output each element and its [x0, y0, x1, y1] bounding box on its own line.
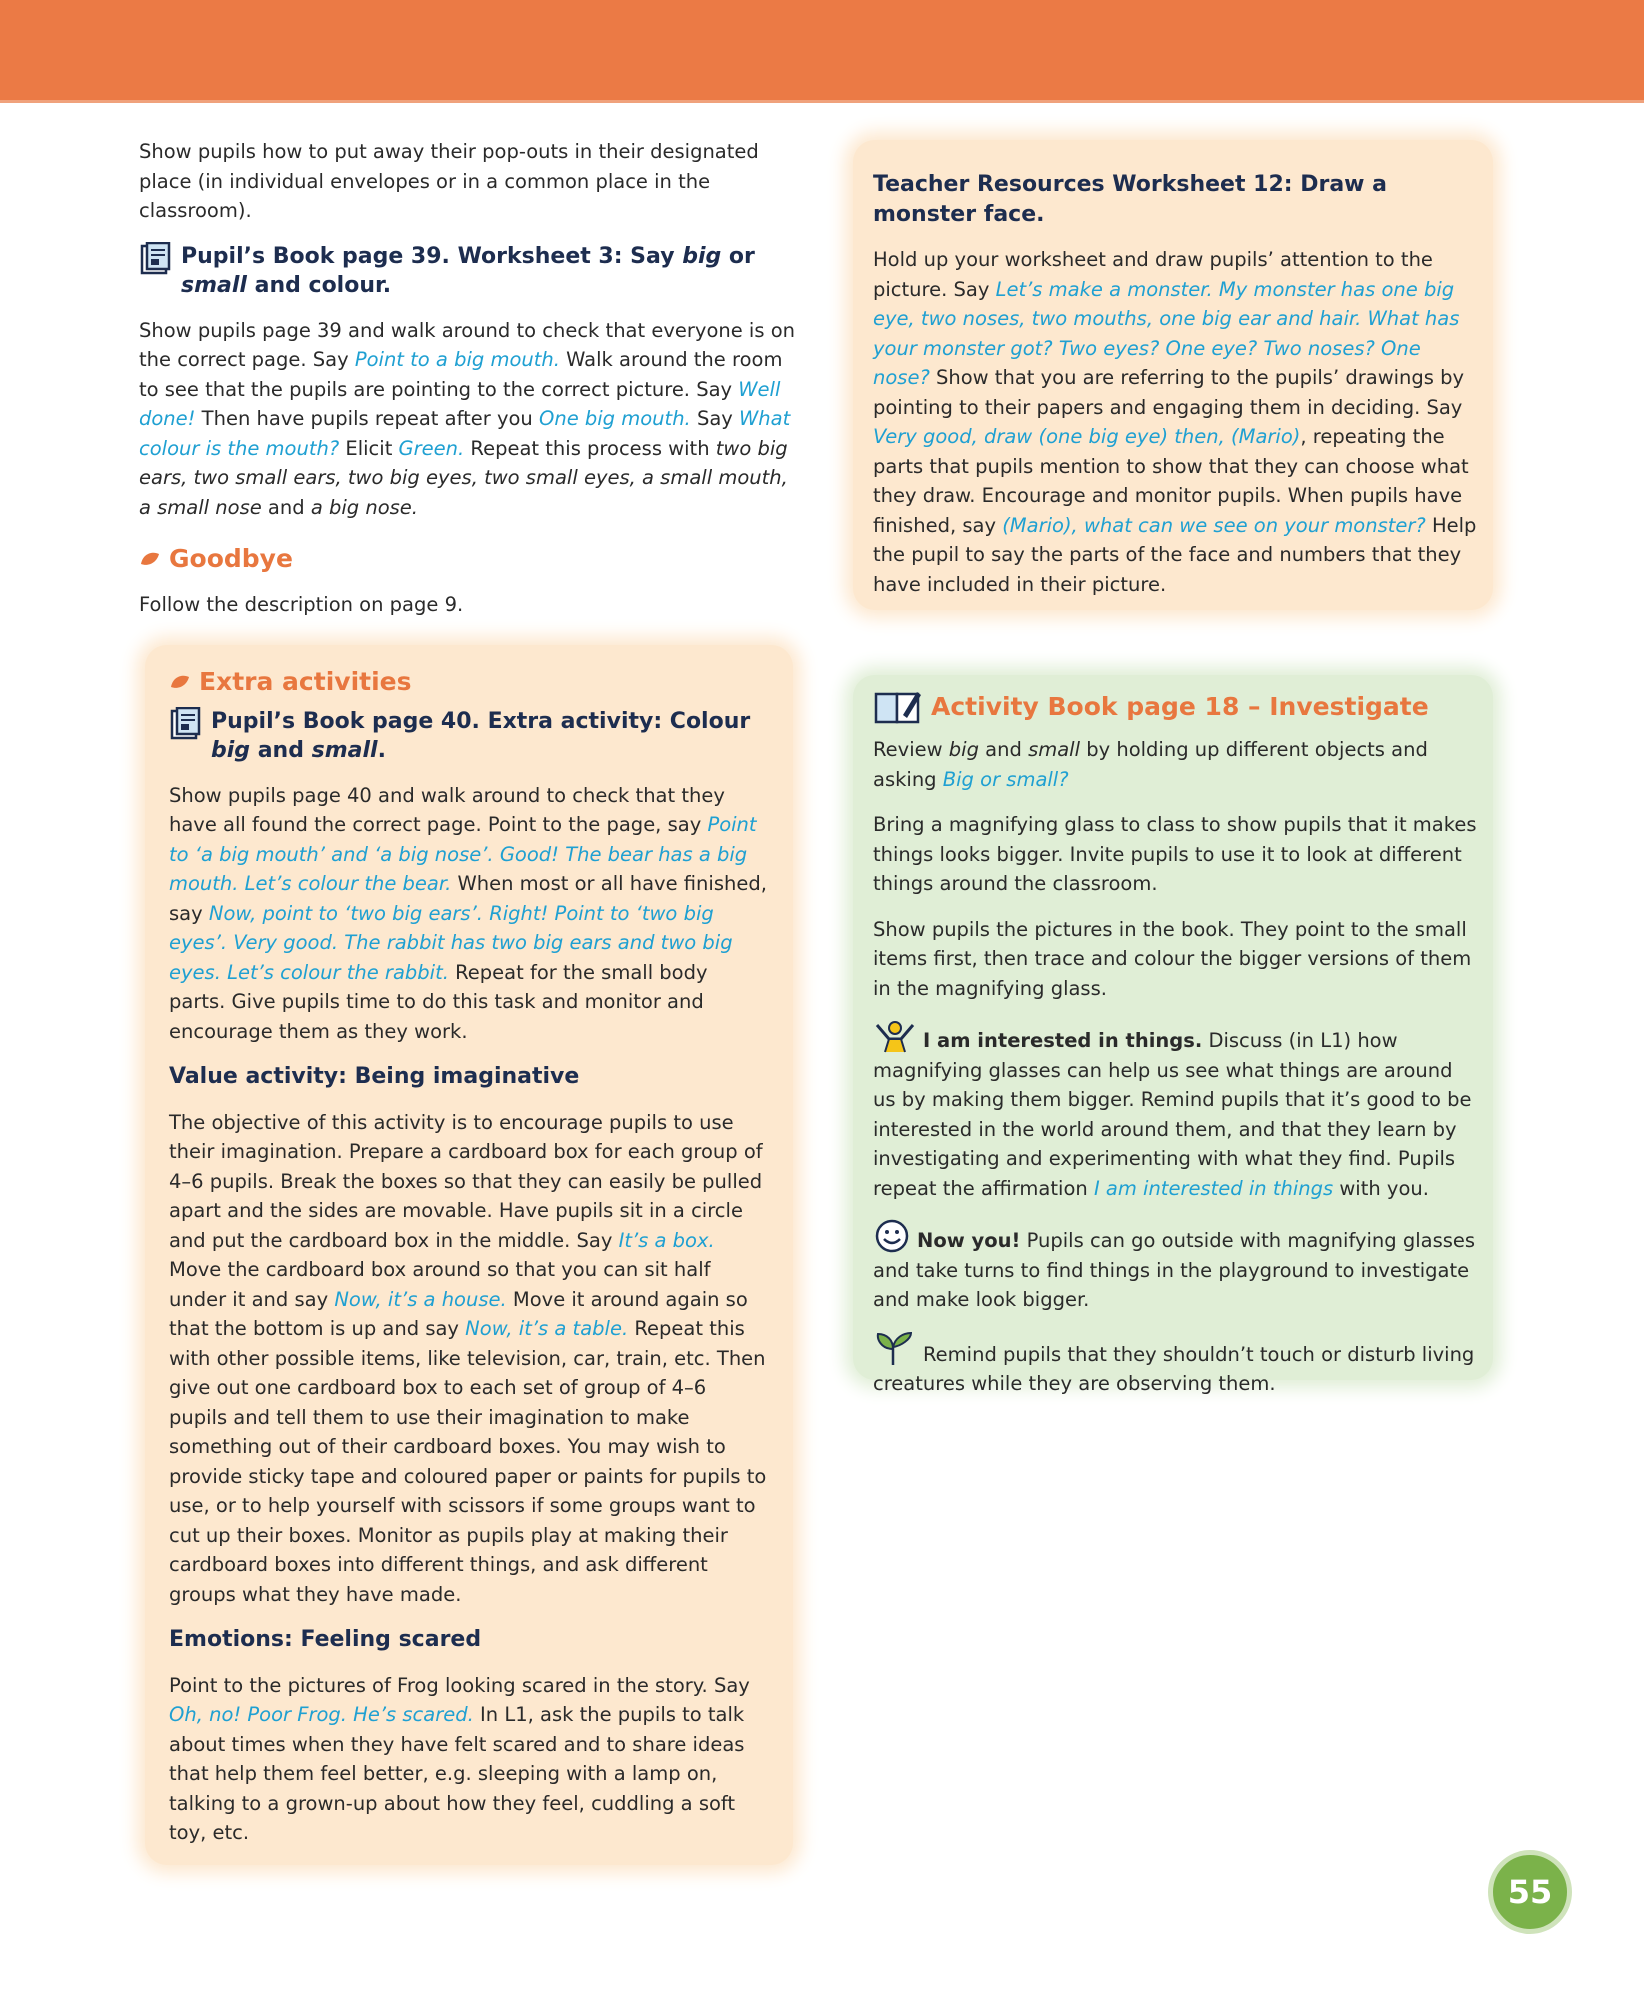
- pupils-book-39-body: Show pupils page 39 and walk around to check that everyone is on the correct page. Say Point to a big mouth. Walk around the room to see that the pupils are pointing to the correct picture. Say Well done! Then have pupils repeat after you One big mouth. Say What colour is the mouth? Elicit Green. Repeat this process with two big ears, two small ears, two big eyes, two small eyes, a small mouth, a small nose and a big nose.: [139, 318, 795, 519]
- teacher-resources-title: Teacher Resources Worksheet 12: Draw a monster face.: [873, 172, 1387, 227]
- plant-icon: [873, 1331, 917, 1367]
- activity-book-heading: Activity Book page 18 – Investigate: [873, 689, 1478, 725]
- book-icon: [139, 242, 173, 276]
- pupils-book-40-heading: [169, 707, 769, 765]
- goodbye-text: Follow the description on page 9.: [139, 592, 464, 616]
- activity-book-p5: Now you! Pupils can go outside with magnifying glasses and take turns to find things in the playground to investigate and make look bigger.: [873, 1219, 1478, 1315]
- extra-activities-box: [145, 645, 793, 1865]
- activity-book-p1: Review big and small by holding up different objects and asking Big or small?: [873, 738, 1428, 791]
- leaf-icon: [169, 673, 191, 691]
- value-activity-title: Value activity: Being imaginative: [169, 1064, 580, 1089]
- value-activity-body: The objective of this activity is to encourage pupils to use their imagination. Prepare a cardboard box for each group of 4–6 pupils. Break the boxes so that they can easily be pulled apart and the sides are movable. Have pupils sit in a circle and put the cardboard box in the middle. Say It’s a box. Move the cardboard box around so that you can sit half under it and say Now, it’s a house. Move it around again so that the bottom is up and say Now, it’s a table. Repeat this with other possible items, like television, car, train, etc. Then give out one cardboard box to each set of group of 4–6 pupils and tell them to use their imagination to make something out of their cardboard boxes. You may wish to provide sticky tape and coloured paper or paints for pupils to use, or to help yourself with scissors if some groups want to cut up their boxes. Monitor as pupils play at making their cardboard boxes into different things, and ask different groups what they have made.: [169, 1110, 767, 1606]
- goodbye-heading: Goodbye: [139, 544, 799, 574]
- pupils-book-40-title: Pupil’s Book page 40. Extra activity: Colour big and small.: [211, 708, 751, 763]
- left-column: [139, 137, 799, 635]
- pupils-book-39-title: Pupil’s Book page 39. Worksheet 3: Say big or small and colour.: [181, 243, 755, 298]
- activity-book-p3: Show pupils the pictures in the book. They point to the small items first, then trace and colour the bigger versions of them in the magnifying glass.: [873, 917, 1472, 1000]
- pupils-book-39-heading: [139, 242, 799, 300]
- page-number: 55: [1488, 1850, 1572, 1934]
- extra-activities-heading: Extra activities: [169, 667, 769, 697]
- pupils-book-40-body: Show pupils page 40 and walk around to check that they have all found the correct page. Point to the page, say Point to ‘a big mouth’ and ‘a big nose’. Good! The bear has a big mouth. Let’s colour the bear. When most or all have finished, say Now, point to ‘two big ears’. Right! Point to ‘two big eyes’. Very good. The rabbit has two big ears and two big eyes. Let’s colour the rabbit. Repeat for the small body parts. Give pupils time to do this task and monitor and encourage them as they work.: [169, 783, 767, 1043]
- teacher-resources-body: Hold up your worksheet and draw pupils’ attention to the picture. Say Let’s make a monster. My monster has one big eye, two noses, two mouths, one big ear and hair. What has your monster got? Two eyes? One eye? Two noses? One nose? Show that you are referring to the pupils’ drawings by pointing to their papers and engaging them in deciding. Say Very good, draw (one big eye) then, (Mario), repeating the parts that pupils mention to show that they can choose what they draw. Encourage and monitor pupils. When pupils have finished, say (Mario), what can we see on your monster? Help the pupil to say the parts of the face and numbers that they have included in their picture.: [873, 248, 1477, 596]
- star-person-icon: [873, 1019, 917, 1053]
- activity-book-p6: Remind pupils that they shouldn’t touch or disturb living creatures while they are observing them.: [873, 1331, 1478, 1399]
- smiley-icon: [873, 1219, 913, 1253]
- header-band: [0, 0, 1644, 103]
- book-icon: [169, 707, 203, 741]
- teacher-resources-box: [853, 140, 1493, 610]
- emotions-title: Emotions: Feeling scared: [169, 1627, 482, 1652]
- activity-book-icon: [873, 689, 923, 725]
- activity-book-p4: I am interested in things. Discuss (in L1) how magnifying glasses can help us see what things are around us by making them bigger. Remind pupils that it’s good to be interested in the world around them, and that they learn by investigating and experimenting with what they find. Pupils repeat the affirmation I am interested in things with you.: [873, 1019, 1478, 1203]
- emotions-body: Point to the pictures of Frog looking scared in the story. Say Oh, no! Poor Frog. He’s scared. In L1, ask the pupils to talk about times when they have felt scared and to share ideas that help them feel better, e.g. sleeping with a lamp on, talking to a grown-up about how they feel, cuddling a soft toy, etc.: [169, 1673, 750, 1844]
- activity-book-box: [853, 675, 1493, 1395]
- intro-paragraph: Show pupils how to put away their pop-outs in their designated place (in individual envelopes or in a common place in the classroom).: [139, 140, 759, 222]
- leaf-icon: [139, 550, 161, 568]
- activity-book-p2: Bring a magnifying glass to class to show pupils that it makes things looks bigger. Invite pupils to use it to look at different things around the classroom.: [873, 813, 1477, 895]
